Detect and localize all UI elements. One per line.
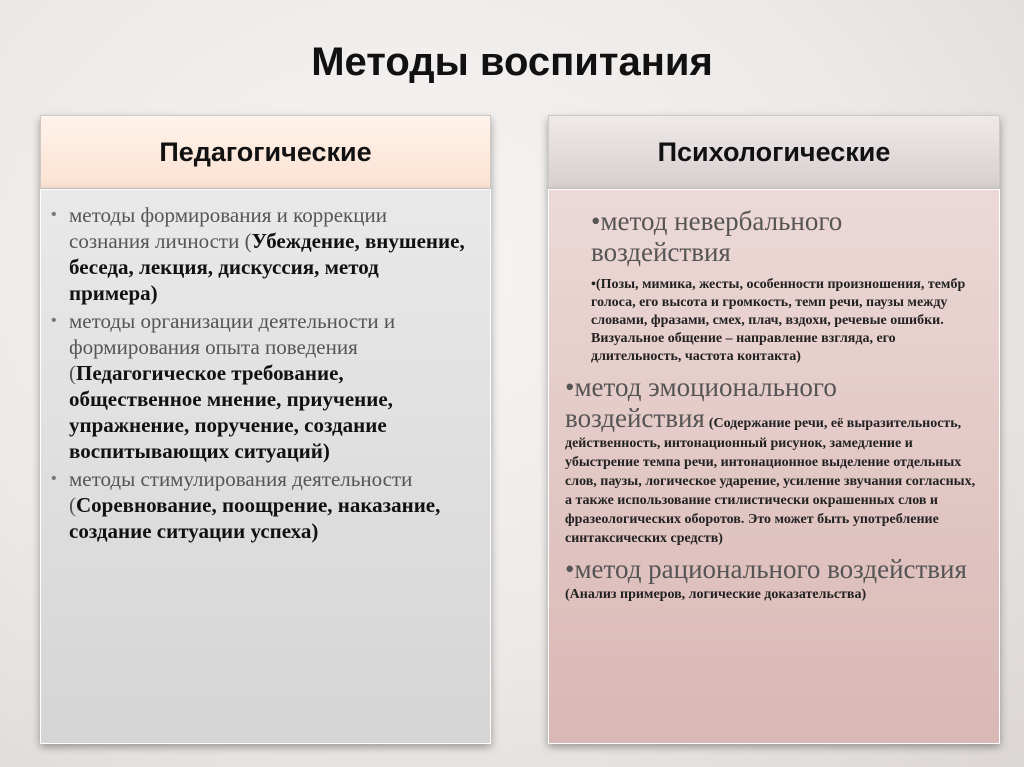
psychological-heading xyxy=(548,115,1000,189)
list-item xyxy=(51,466,468,544)
list-item-text xyxy=(69,466,468,544)
method-details xyxy=(591,276,977,366)
bullet: • xyxy=(591,206,601,236)
method-examples: Педагогическое требование, общественное мнение, приучение, упражнение, поручение, создание воспитывающих ситуаций) xyxy=(69,361,393,463)
method-title: метод рационального воздействия xyxy=(574,554,967,584)
pedagogical-heading-label: Педагогические xyxy=(159,136,372,167)
pedagogical-methods-panel xyxy=(40,189,491,744)
bullet: • xyxy=(51,206,57,223)
bullet: • xyxy=(51,312,57,329)
method-title: метод эмоционального воздействия xyxy=(565,372,837,433)
psychological-heading-label: Психологические xyxy=(657,136,891,167)
method-name: методы формирования и коррекции сознания личности ( xyxy=(69,203,387,253)
method-examples: Соревнование, поощрение, наказание, создание ситуации успеха) xyxy=(69,493,441,543)
list-item-text xyxy=(69,202,468,306)
bullet: • xyxy=(51,470,57,487)
method-title: метод невербального воздействия xyxy=(591,206,843,267)
list-item xyxy=(51,202,468,306)
method-details: (Содержание речи, её выразительность, действенность, интонационный рисунок, замедление и убыстрение темпа речи, интонационное выделение отдельных слов, паузы, логическое ударение, усиление звучания согласных, а также использование стилистически окрашенных слов и фразеологических оборотов. Это может быть употребление синтаксических средств) xyxy=(565,416,976,546)
page-title: Методы воспитания xyxy=(311,40,713,84)
method-name: методы стимулирования деятельности ( xyxy=(69,467,413,517)
list-item-text xyxy=(69,308,468,464)
method-details: (Анализ примеров, логические доказательства) xyxy=(565,587,867,602)
list-item xyxy=(565,206,977,366)
method-name: методы организации деятельности и формирования опыта поведения ( xyxy=(69,309,396,385)
psychological-methods-panel xyxy=(548,189,1000,744)
bullet: • xyxy=(565,554,575,584)
bullet: • xyxy=(565,372,575,402)
bullet: • xyxy=(591,277,596,292)
list-item xyxy=(565,372,977,548)
method-name xyxy=(565,554,967,584)
method-detail-text: (Позы, мимика, жесты, особенности произношения, тембр голоса, его высота и громкость, темп речи, паузы между словами, фразами, смех, плач, вздохи, речевые ошибки. Визуальное общение – направление взгляда, его длительность, частота контакта) xyxy=(591,277,966,364)
method-name xyxy=(591,206,977,268)
list-item xyxy=(51,308,468,464)
list-item xyxy=(565,554,977,604)
method-examples: Убеждение, внушение, беседа, лекция, дискуссия, метод примера) xyxy=(69,229,465,305)
pedagogical-heading xyxy=(40,115,491,189)
